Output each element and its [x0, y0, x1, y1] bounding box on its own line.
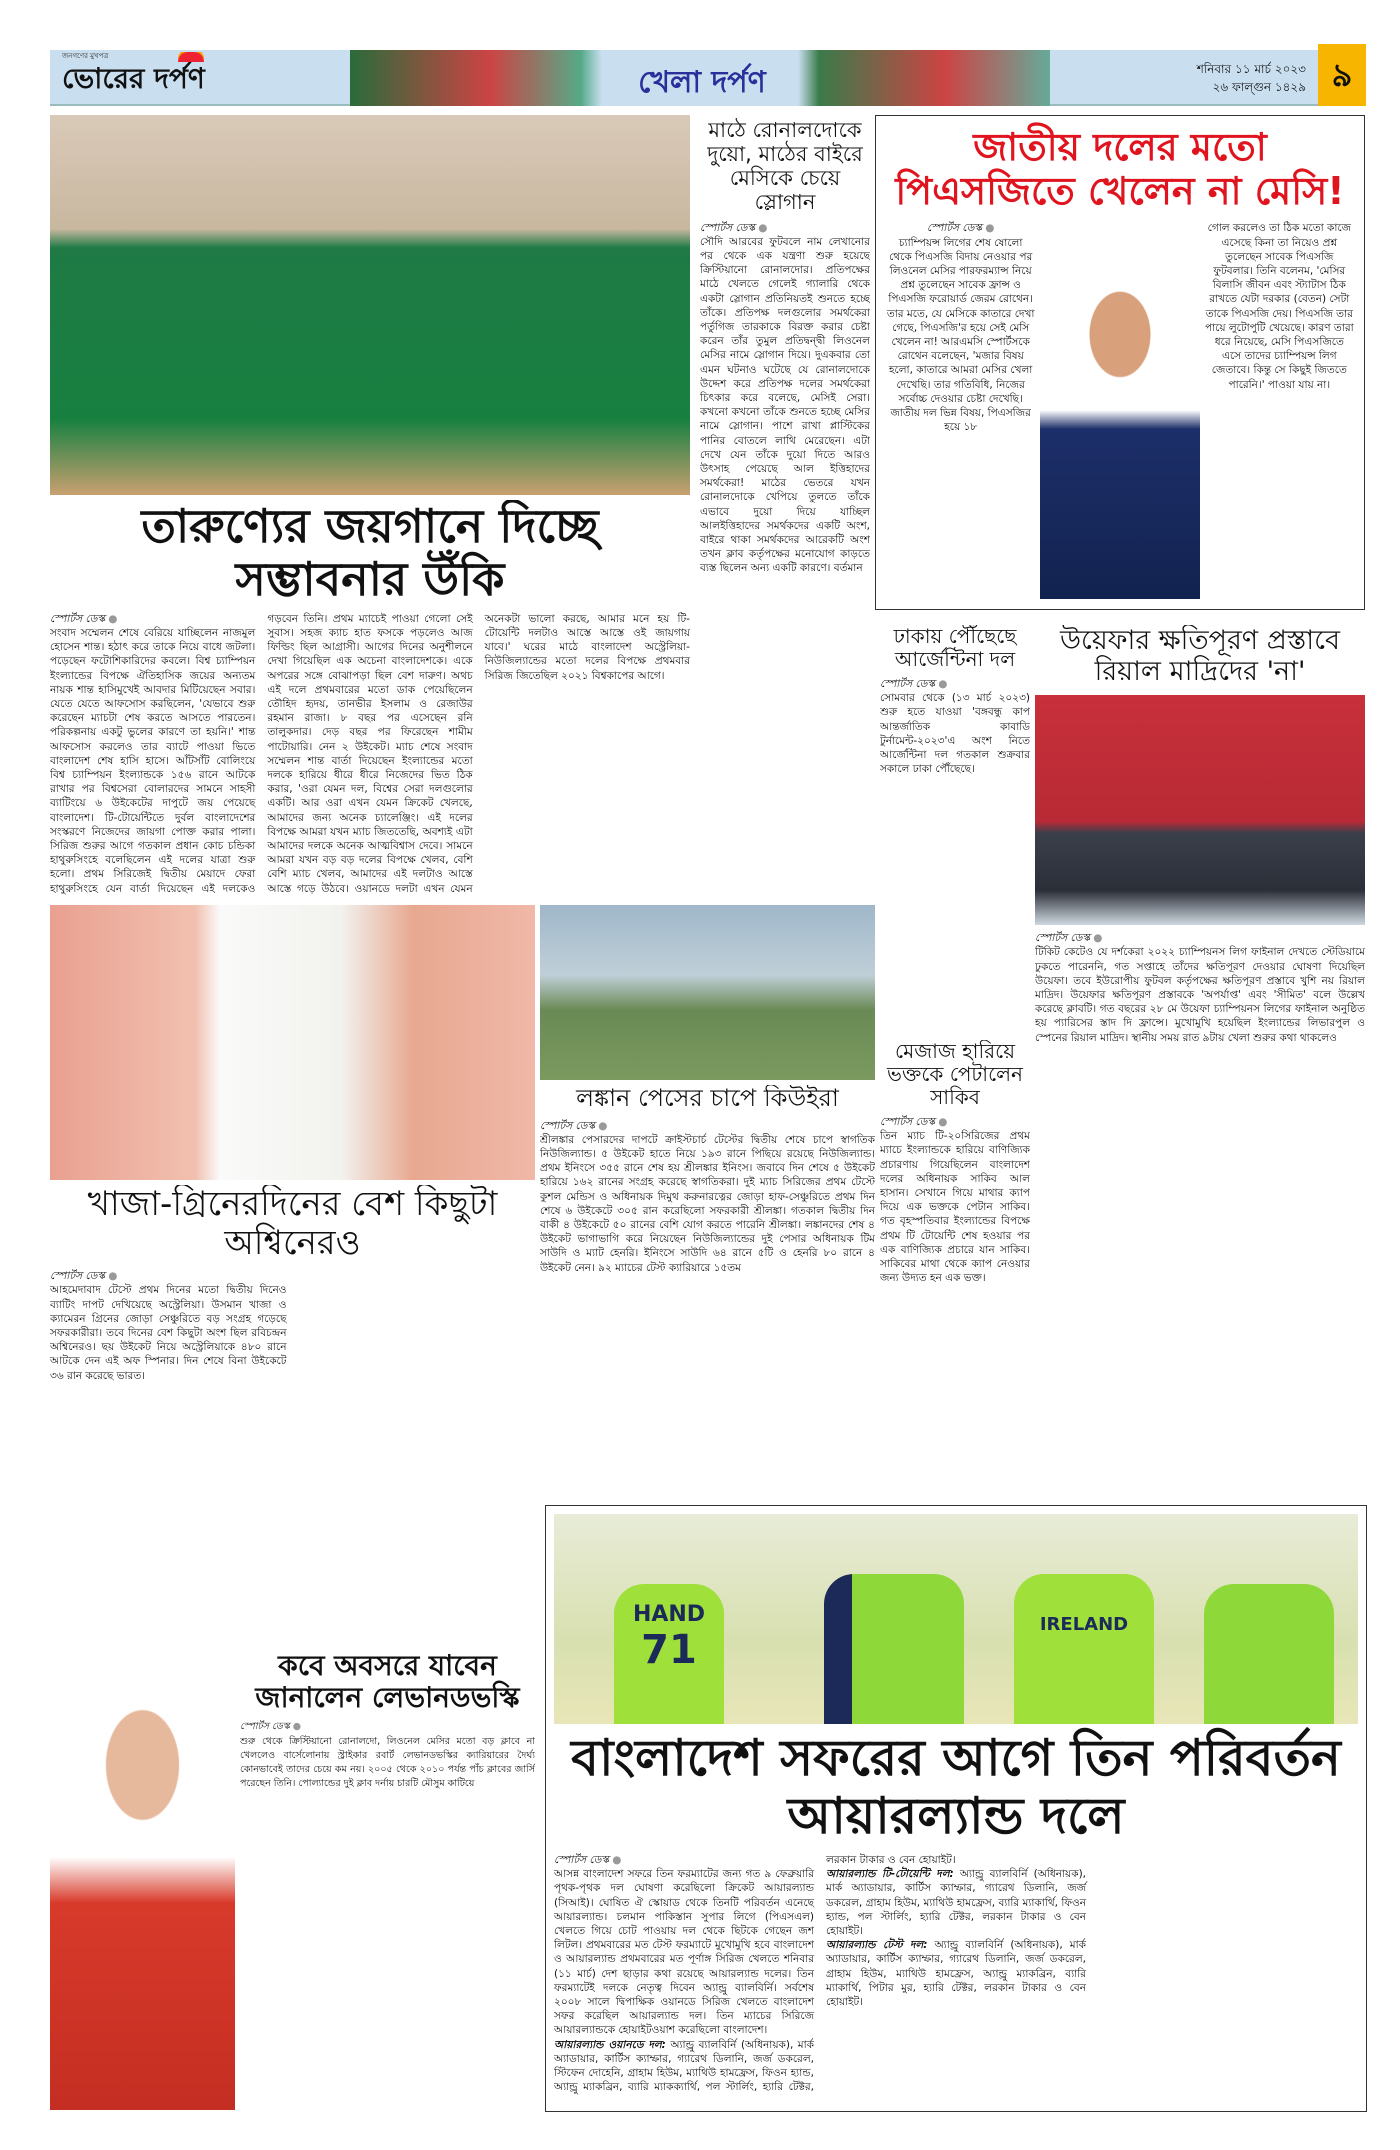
masthead	[50, 50, 1366, 106]
section-title: খেলা দর্পণ	[638, 65, 766, 100]
t20-squad-label: আয়ারল্যান্ড টি-টোয়েন্টি দল:	[826, 1868, 954, 1881]
lewandowski-photo	[50, 1650, 235, 2110]
headline-srilanka[interactable]: লঙ্কান পেসের চাপে কিউইরা	[576, 1085, 839, 1112]
argentina-article	[880, 625, 1030, 1035]
odi-squad: অ্যান্ড্রু ব্যালবির্নি (অধিনায়ক), মার্ক অ্যাডায়ার, কার্টিস ক্যাম্ফার, গ্যারেথ ডিলানি, জর্জ ডকরেল, স্টিফেন দোহেনি, গ্রাহাম হিউম, ম্যাথিউ হামফ্রেস, ফিওন হ্যান্ড, অ্যান্ড্রু ম্যাকব্রিন, ব্যারি ম্যাকক্যার্থি, পল স্টার্লিং, হ্যারি টেক্টর, লরকান টাকার ও বেন হোয়াইট।	[554, 1854, 956, 2094]
headline-messi[interactable]: জাতীয় দলের মতো পিএসজিতে খেলেন না মেসি!	[895, 125, 1345, 213]
headline-argentina[interactable]: ঢাকায় পৌঁছেছে আর্জেন্টিনা দল	[893, 625, 1017, 671]
article-body: সংবাদ সম্মেলন শেষে বেরিয়ে যাচ্ছিলেন নাজমুল হোসেন শান্ত। হঠাৎ করে তাকে নিয়ে বাধে জটলা। পড়েছেন ফটোশিকারিদের কবলে। বিশ্ব চ্যাম্পিয়ন ইংল্যান্ডের বিপক্ষে ঐতিহাসিক জয়ের অন্যতম নায়ক শান্ত হাসিমুখেই আবদার মিটিয়েছেন সবার। যেতে যেতে আফসোস করছিলেন, 'যেভাবে শুরু করেছেন ম্যাচটা শেষ করতে আসতে পারতেন। পরিকল্পনায় একটু ভুলের কারণে তা হয়নি।' শান্ত আফসোস করলেও তার ব্যাটে পাওয়া ভিতে বাংলাদেশ শেষ হাসি হাসে। আঁটসাঁট বোলিংয়ে বিশ্ব চ্যাম্পিয়ন ইংল্যান্ডকে ১৫৬ রানে আটকে রাখার পর বিশ্বসেরা বোলারদের সামনে সাহসী ব্যাটিংয়ে ৬ উইকেটের দাপুটে জয় পেয়েছে বাংলাদেশ। টি-টোয়েন্টিতে দুর্বল বাংলাদেশের সংস্করণে নিজেদের জায়গা পোক্ত করার পালা। সিরিজ শুরুর আগে গতকাল প্রধান কোচ চন্ডিকা হাথুরুসিংহে বলেছিলেন এই দলের যাত্রা শুরু হলো। প্রথম সিরিজেই দ্বিতীয় মেয়াদে ফেরা হাথুরুসিংহে যেন বার্তা দিয়েছেন এই দলকেও গড়বেন তিনি। প্রথম ম্যাচেই পাওয়া গেলো সেই সুবাস। সহজ ক্যাচ হাত ফসকে পড়লেও আজ ফিল্ডিং ছিল আগ্রাসী। আগের দিনের অনুশীলনে দেখা গিয়েছিল এক অচেনা বাংলাদেশকে। একে অপরের সঙ্গে বোঝাপড়া ছিল বেশ দারুণ। অথচ এই দলে প্রথমবারের মতো ডাক পেয়েছিলেন তৌহিদ হৃদয়, তানভীর ইসলাম ও রেজাউর রহমান রাজা। ৮ বছর পর এসেছেন রনি তালুকদার। দেড় বছর পর ফিরেছেন শামীম পাটোয়ারি। নেন ২ উইকেট। ম্যাচ শেষে সংবাদ সম্মেলন শান্ত বার্তা দিয়েছেন ইংল্যান্ডের মতো দলকে হারিয়ে ধীরে ধীরে নিজেদের ভিত ঠিক করার, 'ওরা যেমন দল, বিশ্বের সেরা দলগুলোর একটি। আর ওরা এখন যেমন ক্রিকেট খেলছে, আমাদের জন্য অনেক চ্যালেঞ্জিং। এই দলের বিপক্ষে আমরা যখন ম্যাচ জিততেছি, অবশ্যই এটা আমাদের দলকে অনেক আত্মবিশ্বাস দেবে। সামনে আমরা যখন বড় বড় দলের বিপক্ষে খেলব, বেশি বেশি ম্যাচ খেলব, আমাদের এই দলটাও আস্তে আস্তে গড়ে উঠবে। ওয়ানডে দলটা এখন যেমন অনেকটা ভালো করছে, আমার মনে হয় টি-টোয়েন্টি দলটাও আস্তে আস্তে ওই জায়গায় যাবে।' ঘরের মাঠে বাংলাদেশ অস্ট্রেলিয়া-নিউজিল্যান্ডের মতো দলের বিপক্ষে প্রথমবার সিরিজ জিতেছিল ২০২১ বিশ্বকাপের আগে।	[50, 612, 690, 895]
headline-realmadrid[interactable]: উয়েফার ক্ষতিপূরণ প্রস্তাবে রিয়াল মাদ্রিদের 'না'	[1059, 625, 1340, 688]
player-jersey	[614, 1584, 724, 1724]
srilanka-article	[540, 1085, 875, 1500]
article-lewandowski	[240, 1720, 535, 2110]
lewandowski-article	[240, 1650, 535, 2110]
newspaper-logo[interactable]	[58, 52, 298, 104]
headline-shakib[interactable]: মেজাজ হারিয়ে ভক্তকে পেটালেন সাকিব	[887, 1040, 1023, 1109]
section-banner	[350, 50, 1050, 106]
article-shakib	[880, 1115, 1030, 1500]
byline: স্পোর্টস ডেস্ক ●	[50, 1269, 287, 1283]
brand-name: ভোরের দর্পণ	[62, 62, 205, 95]
sun-logo-icon	[178, 52, 204, 62]
tagline: জনগণের মুখপত্র	[62, 52, 109, 60]
article-bangladesh	[50, 612, 690, 900]
shakib-article	[880, 1040, 1030, 1500]
ireland-article-box	[545, 1505, 1367, 2112]
article-body: শ্রীলঙ্কার পেসারদের দাপটে ক্রাইস্টচার্চ টেস্টের দ্বিতীয় শেষে চাপে স্বাগতিক নিউজিল্যান্ড। ৫ উইকেট হাতে নিয়ে ১৯৩ রানে পিছিয়ে রয়েছে নিউজিল্যান্ড। প্রথম ইনিংসে ৩৫৫ রানে শেষ হয় শ্রীলঙ্কার ইনিংস। জবাবে দিন শেষে ৫ উইকেট হারিয়ে ১৬২ রানের সংগ্রহ করেছে স্বাগতিকরা। দুই ম্যাচ সিরিজের প্রথম টেস্টে কুশল মেন্ডিস ও অধিনায়ক দিমুথ করুনারত্নের জোড়া হাফ-সেঞ্চুরিতে প্রথম দিন শেষে ৬ উইকেটে ৩০৫ রান করেছিলো সফরকারী শ্রীলঙ্কা। গতকাল দ্বিতীয় দিন বাকী ৪ উইকেটে ৫০ রানের বেশি যোগ করতে পারেনি শ্রীলঙ্কা। লঙ্কানদের শেষ ৪ উইকেট ভাগাভাগি করে নিয়েছেন নিউজিল্যান্ডের দুই পেসার অধিনায়ক টিম সাউদি ও ম্যাট হেনরি। ইনিংসে সাউদি ৬৪ রানে ৫টি ও হেনরি ৮০ রানে ৪ উইকেট নেন। ৯২ ম্যাচের টেস্ট ক্যারিয়ারে ১৫তম	[540, 1133, 875, 1274]
headline-khawaja[interactable]: খাজা-গ্রিনেরদিনের বেশ কিছুটা অশ্বিনেরও	[87, 1185, 498, 1264]
article-ireland	[554, 1853, 1358, 2103]
article-body: আসন্ন বাংলাদেশ সফরে তিন ফরম্যাটের জন্য গত ৯ ফেব্রুয়ারি পৃথক-পৃথক দল ঘোষণা করেছিলো ক্রিকেট আয়ারল্যান্ড (সিআই)। ঘোষিত ঐ স্কোয়াড থেকে তিনটি পরিবর্তন এনেছে আয়ারল্যান্ড। চলমান পাকিস্তান সুপার লিগে (পিএসএল) খেলতে গিয়ে চোট পাওয়ায় দল থেকে ছিটকে গেছেন জশ লিটল। প্রথমবারের মত টেস্ট ফরম্যাটে মুখোমুখি হবে বাংলাদেশ ও আয়ারল্যান্ড প্রথমবারের মত পূর্ণাঙ্গ সিরিজ খেলতে শনিবার (১১ মার্চ) দেশ ছাড়ার কথা রয়েছে আয়ারল্যান্ড দলের। তিন ফরম্যাটেই দলকে নেতৃত্ব দিবেন অ্যান্ড্রু ব্যালবির্নি। সর্বশেষ ২০০৮ সালে দ্বিপাক্ষিক ওয়ানডে সিরিজ খেলতে বাংলাদেশ সফর করেছিল আয়ারল্যান্ড দল। তিন ম্যাচের সিরিজে আয়ারল্যান্ডকে হোয়াইটওয়াশ করেছিলো বাংলাদেশ।	[554, 1868, 814, 2037]
ireland-team-photo	[554, 1514, 1358, 1724]
bangladesh-team-photo	[50, 115, 690, 495]
jersey-sponsor: IRELAND	[1039, 1614, 1129, 1635]
odi-squad-label: আয়ারল্যান্ড ওয়ানডে দল:	[554, 2038, 666, 2051]
article-ronaldo	[700, 221, 870, 898]
bangladesh-article	[50, 500, 690, 900]
player-jersey	[1204, 1584, 1334, 1724]
jersey-name: HAND	[632, 1602, 706, 1627]
byline: স্পোর্টস ডেস্ক ●	[50, 612, 255, 626]
headline-ireland[interactable]: বাংলাদেশ সফরের আগে তিন পরিবর্তন আয়ারল্যান্ড দলে	[571, 1729, 1341, 1845]
test-squad-label: আয়ারল্যান্ড টেস্ট দল:	[826, 1939, 928, 1952]
article-messi-left	[886, 221, 1035, 599]
stadium-crowd-photo	[1035, 695, 1365, 925]
article-body: সৌদি আরবের ফুটবলে নাম লেখানোর পর থেকে এক যন্ত্রণা শুরু হয়েছে ক্রিস্টিয়ানো রোনালদোর। প্রতিপক্ষের মাঠে খেলতে গেলেই গ্যালারি থেকে একটা স্লোগান প্রতিনিয়তই শুনতে হচ্ছে তাঁকে। প্রতিপক্ষ দলগুলোর সমর্থকেরা পর্তুগিজ তারকাকে বিরক্ত করার চেষ্টা করেন তাঁর তুমুল প্রতিদ্বন্দ্বী লিওনেল মেসির নামে স্লোগান দিয়ে। দুএকবার তো এমন ঘটনাও ঘটেছে যে রোনালদোকে উদ্দেশ করে প্রতিপক্ষ দলের সমর্থকেরা চিৎকার করে বলেছে, মেসিই সেরা। কখনো কখনো তাঁকে শুনতে হচ্ছে মেসির নামে স্লোগান। পাশে রাখা প্লাস্টিকের পানির বোতলে লাথি মেরেছেন। এটা দেখে যেন তাঁকে দুয়ো দিতে আরও উৎসাহ পেয়েছে আল ইত্তিহাদের সমর্থকেরা! মাঠের ভেতরে যখন রোনালদোকে খেপিয়ে তুলতে তাঁকে এভাবে দুয়ো দিয়ে যাচ্ছিল আলইত্তিহাদের সমর্থকদের একটি অংশ, বাইরে থাকা সমর্থকদের আরেকটি অংশ তখন ক্লাব কর্তৃপক্ষের মনোযোগ কাড়তে ব্যস্ত ছিলেন অন্য একটি কারণে। বর্তমান	[700, 235, 870, 575]
realmadrid-article	[1035, 625, 1365, 1500]
headline-bangladesh[interactable]: তারুণ্যের জয়গানে দিচ্ছে সম্ভাবনার উঁকি	[141, 500, 599, 606]
date-gregorian: শনিবার ১১ মার্চ ২০২৩	[1196, 62, 1306, 76]
headline-lewandowski[interactable]: কবে অবসরে যাবেন জানালেন লেভানডভস্কি	[255, 1650, 520, 1715]
article-khawaja	[50, 1269, 535, 1500]
byline: স্পোর্টস ডেস্ক ●	[700, 221, 870, 235]
article-messi-right	[1205, 221, 1354, 599]
player-jersey	[824, 1574, 964, 1724]
article-body: সোমবার থেকে (১৩ মার্চ ২০২৩) শুরু হতে যাওয়া 'বঙ্গবন্ধু কাপ আন্তর্জাতিক কাবাডি টুর্নামেন্ট-২০২৩'এ অংশ নিতে আর্জেন্টিনা দল গতকাল শুক্রবার সকালে ঢাকা পৌঁছেছে।	[880, 692, 1030, 776]
article-body: টিকিট কেটেও যে দর্শকেরা ২০২২ চ্যাম্পিয়নস লিগ ফাইনাল দেখতে স্টেডিয়ামে ঢুকতে পারেননি, গত সপ্তাহে তাঁদের ক্ষতিপূরণ দেওয়ার ঘোষণা দিয়েছিল উয়েফা। তবে ইউরোপীয় ফুটবল কর্তৃপক্ষের ক্ষতিপূরণ প্রস্তাবে খুশি নয় রিয়াল মাদ্রিদ। উয়েফার ক্ষতিপূরণ প্রস্তাবকে 'অপর্যাপ্ত' এবং 'সীমিত' বলে উল্লেখ করেছে ক্লাবটি। গত বছরের ২৮ মে উয়েফা চ্যাম্পিয়নস লিগের ফাইনাল অনুষ্ঠিত হয় প্যারিসের স্তাদ দি ফ্রান্সে। মুখোমুখি হয়েছিল ইংল্যান্ডের লিভারপুল ও স্পেনের রিয়াল মাদ্রিদ। স্থানীয় সময় রাত ৯টায় খেলা শুরুর কথা থাকলেও	[1035, 946, 1365, 1044]
t20-squad: অ্যান্ড্রু ব্যালবির্নি (অধিনায়ক), মার্ক অ্যাডায়ার, কার্টিস ক্যাম্ফার, গ্যারেথ ডিলানি, জর্জ ডকরেল, গ্রাহাম হিউম, ম্যাথিউ হামফ্রেস, ব্যারি ম্যাকার্থি, ফিওন হ্যান্ড, পল স্টার্লিং, হ্যারি টেক্টর, লরকান টাকার ও বেন হোয়াইট।	[826, 1868, 1087, 1938]
test-squad: অ্যান্ড্রু ব্যালবির্নি (অধিনায়ক), মার্ক অ্যাডায়ার, কার্টিস ক্যাম্ফার, গ্যারেথ ডিলানি, জর্জ ডকরেল, গ্রাহাম হিউম, ম্যাথিউ হামফ্রেস, অ্যান্ড্রু ম্যাকব্রিন, ব্যারি ম্যাকার্থি, পিটার মুর, হ্যারি টেক্টর, লরকান টাকার ও বেন হোয়াইট।	[826, 1939, 1087, 2009]
article-body: চ্যাম্পিয়ন্স লিগের শেষ ষোলো থেকে পিএসজি বিদায় নেওয়ার পর লিওনেল মেসির পারফরম্যান্স নিয়ে প্রশ্ন তুলেছেন সাবেক ফ্রান্স ও পিএসজি ফরোয়ার্ড জেরম রোথেন। তার মতে, যে মেসিকে কাতারে দেখা গেছে, পিএসজি'র হয়ে সেই মেসি খেলেন না! আরএমসি স্পোর্টসকে রোথেন বলেছেন, 'মজার বিষয় হলো, কাতারে আমরা মেসির খেলা দেখেছি। তার গতিবিধি, নিজের সর্বোচ্চ দেওয়ার চেষ্টা দেখেছি। জাতীয় দল ভিন্ন বিষয়, পিএসজির হয়ে ১৮	[886, 236, 1035, 434]
page-number: ৯	[1318, 44, 1366, 106]
byline: স্পোর্টস ডেস্ক ●	[880, 677, 1030, 691]
article-realmadrid	[1035, 931, 1365, 1500]
byline: স্পোর্টস ডেস্ক ●	[1035, 931, 1365, 945]
byline: স্পোর্টস ডেস্ক ●	[540, 1119, 875, 1133]
article-body: শুরু থেকে ক্রিস্টিয়ানো রোনালদো, লিওনেল মেসির মতো বড় ক্লাবে না খেললেও বার্সেলোনায় স্ট্রাইকার রবার্ট লেভানডভস্কির ক্যারিয়ারের দৈর্ঘ্য কোনভাবেই তাদের চেয়ে কম নয়। ২০০৫ থেকে ২০১০ পর্যন্ত পাঁচ ক্লাবের জার্সি পরেছেন তিনি। পোল্যান্ডের দুই ক্লাব দর্নায় চারটি মৌসুম কাটিয়ে	[240, 1735, 535, 1790]
article-srilanka	[540, 1119, 875, 1500]
messi-article-row	[886, 221, 1354, 599]
player-jersey	[1014, 1574, 1154, 1724]
jersey-number: 71	[641, 1627, 697, 1673]
australia-batters-photo	[50, 905, 535, 1180]
ronaldo-article	[700, 118, 870, 898]
byline: স্পোর্টস ডেস্ক ●	[880, 1115, 1030, 1129]
byline: স্পোর্টস ডেস্ক ●	[240, 1720, 535, 1734]
article-body: আহমেদাবাদ টেস্টে প্রথম দিনের মতো দ্বিতীয় দিনেও ব্যাটিং দাপট দেখিয়েছে অস্ট্রেলিয়া। উসমান খাজা ও ক্যামেরন গ্রিনের জোড়া সেঞ্চুরিতে বড় সংগ্রহ গড়েছে সফরকারীরা। তবে দিনের বেশ কিছুটা অংশ ছিল রবিচন্দ্রন অশ্বিনেরও। ছয় উইকেট নিয়ে অস্ট্রেলিয়াকে ৪৮০ রানে আটকে দেন এই অফ স্পিনার। দিন শেষে বিনা উইকেটে ৩৬ রান করেছে ভারত।	[50, 1284, 287, 1382]
date-bangla: ২৬ ফাল্গুন ১৪২৯	[1212, 80, 1306, 94]
khawaja-article	[50, 1185, 535, 1500]
headline-ronaldo[interactable]: মাঠে রোনালদোকে দুয়ো, মাঠের বাইরে মেসিকে চেয়ে স্লোগান	[707, 118, 863, 215]
messi-photo	[1040, 221, 1199, 599]
article-body: গোল করলেও তা ঠিক মতো কাজে এসেছে কিনা তা নিয়েও প্রশ্ন তুলেছেন সাবেক পিএসজি ফুটবলার। তিনি বলেনম, 'মেসির বিলাসি জীবন এবং স্ট্যাটাস ঠিক রাখতে যেটা দরকার (বেতন) সেটা তাকে পিএসজি দেয়। পিএসজি তার পায়ে লুটোপুটি খেয়েছে। কারণ তারা ধরে নিয়েছে, মেসি পিএসজিতে এসে তাদের চ্যাম্পিয়ন্স লিগ জেতাবে। কিন্তু সে কিছুই জিততে পারেনি।' পাওয়া যায় না।	[1204, 222, 1354, 391]
messi-article-box	[875, 115, 1365, 610]
byline: স্পোর্টস ডেস্ক ●	[554, 1853, 814, 1867]
article-body: তিন ম্যাচ টি-২০সিরিজের প্রথম ম্যাচে ইংল্যান্ডকে হারিয়ে বাণিজ্যিক প্রচারণায় গিয়েছিলেন বাংলাদেশ দলের অধিনায়ক সাকিব আল হাসান। সেখানে গিয়ে মাথার ক্যাপ দিয়ে এক ভক্তকে পেটান সাকিব। গত বৃহস্পতিবার ইংল্যান্ডের বিপক্ষে প্রথম টি টোয়েন্টি শেষ হওয়ার পর এক বাণিজ্যিক প্রচারে যান সাকিব। সাকিবের মাথা থেকে ক্যাপ নেওয়ার জন্য উদ্যত হন এক ভক্ত।	[880, 1130, 1030, 1285]
article-argentina	[880, 677, 1030, 1035]
srilanka-celebration-photo	[540, 905, 875, 1080]
byline: স্পোর্টস ডেস্ক ●	[886, 221, 1035, 235]
issue-date	[1197, 60, 1306, 96]
